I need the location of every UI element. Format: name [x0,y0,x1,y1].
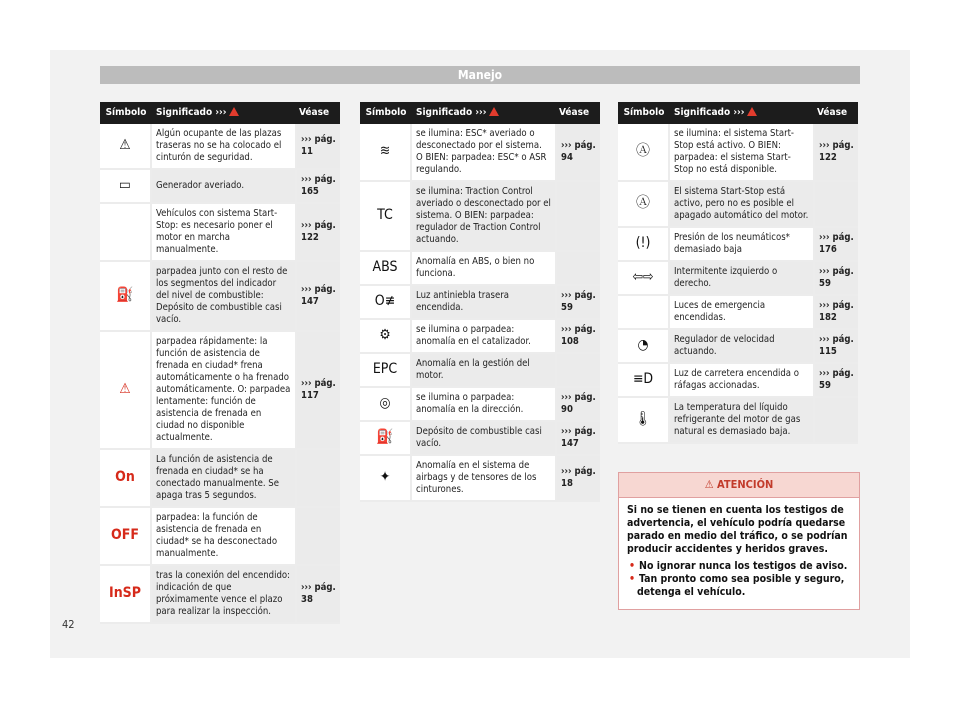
column-header-meaning: Significado ››› [412,102,555,124]
warning-bullet: • No ignorar nunca los testigos de aviso. [637,560,851,573]
table-row [100,508,340,566]
page-reference[interactable]: ››› pág. 38 [295,566,340,624]
table-row [618,330,858,364]
meaning-text: Depósito de combustible casi vacío. [412,422,555,456]
page-reference[interactable]: ››› pág. 165 [295,170,340,204]
meaning-text: Presión de los neumáticos* demasiado baja [670,228,813,262]
table-row [618,296,858,330]
rear-fog-icon: O≢ [360,286,412,320]
page-reference[interactable]: ››› pág. 59 [813,364,858,398]
page-reference[interactable] [555,354,600,388]
table-row [360,354,600,388]
page-reference[interactable]: ››› pág. 94 [555,124,600,182]
epc-icon: EPC [360,354,412,388]
meaning-text: parpadea: la función de asistencia de frenada en ciudad* se ha desconectado manualmente. [152,508,295,566]
table-row [100,262,340,332]
table-row [360,422,600,456]
battery-icon: ▭ [100,170,152,204]
warning-triangle-icon [229,107,239,116]
warning-bullet: • Tan pronto como sea posible y seguro, detenga el vehículo. [637,573,851,599]
page-reference[interactable]: ››› pág. 59 [813,262,858,296]
meaning-text: Anomalía en la gestión del motor. [412,354,555,388]
warning-title: ⚠ ATENCIÓN [619,473,859,498]
column-header-ref: Véase [813,102,858,124]
table-row [618,228,858,262]
inspection-icon: InSP [100,566,152,624]
page-reference[interactable]: ››› pág. 122 [295,204,340,262]
meaning-text: Generador averiado. [152,170,295,204]
table-row [360,320,600,354]
meaning-text: El sistema Start-Stop está activo, pero no es posible el apagado automático del motor. [670,182,813,228]
abs-icon: ABS [360,252,412,286]
page-reference[interactable]: ››› pág. 147 [555,422,600,456]
symbol-table [618,102,858,444]
front-assist-icon: ⚠ [100,332,152,450]
cruise-control-icon: ◔ [618,330,670,364]
table-row [618,364,858,398]
page-reference[interactable] [555,252,600,286]
turn-signal-icon: ⇦⇨ [618,262,670,296]
page-reference[interactable] [813,398,858,444]
meaning-text: Algún ocupante de las plazas traseras no se ha colocado el cinturón de seguridad. [152,124,295,170]
column-header-ref: Véase [555,102,600,124]
table-row [100,332,340,450]
page-reference[interactable]: ››› pág. 176 [813,228,858,262]
table-row [100,566,340,624]
meaning-text: Anomalía en ABS, o bien no funciona. [412,252,555,286]
warning-body: Si no se tienen en cuenta los testigos de advertencia, el vehículo podría quedarse parado en medio del tráfico, o se podrían producir accidentes y heridos graves. [627,504,848,555]
page-reference[interactable]: ››› pág. 59 [555,286,600,320]
warning-triangle-icon [747,107,757,116]
column-header-symbol: Símbolo [360,102,412,124]
page-reference[interactable]: ››› pág. 11 [295,124,340,170]
meaning-text: se ilumina o parpadea: anomalía en la dirección. [412,388,555,422]
coolant-icon: 🌡 [618,398,670,444]
page-reference[interactable] [295,450,340,508]
column-header-meaning: Significado ››› [152,102,295,124]
airbag-icon: ✦ [360,456,412,502]
meaning-text: se ilumina: Traction Control averiado o desconectado por el sistema. O BIEN: parpadea: regulador de Traction Control actuando. [412,182,555,252]
meaning-text: Luz de carretera encendida o ráfagas accionadas. [670,364,813,398]
meaning-text: Anomalía en el sistema de airbags y de tensores de los cinturones. [412,456,555,502]
page-reference[interactable]: ››› pág. 115 [813,330,858,364]
table-row [360,124,600,182]
meaning-text: Luz antiniebla trasera encendida. [412,286,555,320]
table-row [360,286,600,320]
column-header-symbol: Símbolo [100,102,152,124]
symbol-table [360,102,600,502]
column-header-ref: Véase [295,102,340,124]
meaning-text: tras la conexión del encendido: indicación de que próximamente vence el plazo para realizar la inspección. [152,566,295,624]
meaning-text: La función de asistencia de frenada en ciudad* se ha conectado manualmente. Se apaga tras 5 segundos. [152,450,295,508]
esc-icon: ≋ [360,124,412,182]
table-row [618,124,858,182]
meaning-text: se ilumina o parpadea: anomalía en el catalizador. [412,320,555,354]
tyre-pressure-icon: (!) [618,228,670,262]
meaning-text: Intermitente izquierdo o derecho. [670,262,813,296]
table-row [100,204,340,262]
page-reference[interactable]: ››› pág. 117 [295,332,340,450]
page-reference[interactable]: ››› pág. 108 [555,320,600,354]
fuel-icon: ⛽ [100,262,152,332]
meaning-text: Luces de emergencia encendidas. [670,296,813,330]
seatbelt-icon: ⚠ [100,124,152,170]
warning-triangle-icon [489,107,499,116]
fuel-icon: ⛽ [360,422,412,456]
turn-signal-icon [618,296,670,330]
column-header-meaning: Significado ››› [670,102,813,124]
high-beam-icon: ≡D [618,364,670,398]
battery-icon [100,204,152,262]
table-row [618,182,858,228]
section-header: Manejo [100,66,860,84]
page-reference[interactable] [555,182,600,252]
table-row [360,388,600,422]
warning-box [618,472,860,610]
page-number: 42 [62,618,75,631]
column-header-symbol: Símbolo [618,102,670,124]
table-row [360,252,600,286]
meaning-text: parpadea rápidamente: la función de asistencia de frenada en ciudad* frena automáticamente o ha frenado automáticamente. O: parpadea lentamente: función de asistencia de frenada en ciudad no disponible actualmente. [152,332,295,450]
tc-icon: TC [360,182,412,252]
table-row [618,398,858,444]
meaning-text: La temperatura del líquido refrigerante del motor de gas natural es demasiado baja. [670,398,813,444]
page-reference[interactable] [295,508,340,566]
page-reference[interactable]: ››› pág. 147 [295,262,340,332]
table-row [100,170,340,204]
meaning-text: Vehículos con sistema Start-Stop: es necesario poner el motor en marcha manualmente. [152,204,295,262]
table-row [618,262,858,296]
engine-icon: ⚙ [360,320,412,354]
steering-icon: ◎ [360,388,412,422]
table-row [100,450,340,508]
meaning-text: Regulador de velocidad actuando. [670,330,813,364]
meaning-text: se ilumina: el sistema Start-Stop está activo. O BIEN: parpadea: el sistema Start-Stop no está disponible. [670,124,813,182]
front-assist-on-icon: On [100,450,152,508]
page-reference[interactable]: ››› pág. 182 [813,296,858,330]
page-reference[interactable] [813,182,858,228]
page-reference[interactable]: ››› pág. 90 [555,388,600,422]
table-row [100,124,340,170]
table-row [360,456,600,502]
front-assist-off-icon: OFF [100,508,152,566]
start-stop-icon: Ⓐ [618,124,670,182]
symbol-table [100,102,340,624]
table-row [360,182,600,252]
meaning-text: se ilumina: ESC* averiado o desconectado por el sistema. O BIEN: parpadea: ESC* o ASR regulando. [412,124,555,182]
meaning-text: parpadea junto con el resto de los segmentos del indicador del nivel de combustible: Depósito de combustible casi vacío. [152,262,295,332]
start-stop-off-icon: Ⓐ [618,182,670,228]
page-reference[interactable]: ››› pág. 18 [555,456,600,502]
page-reference[interactable]: ››› pág. 122 [813,124,858,182]
